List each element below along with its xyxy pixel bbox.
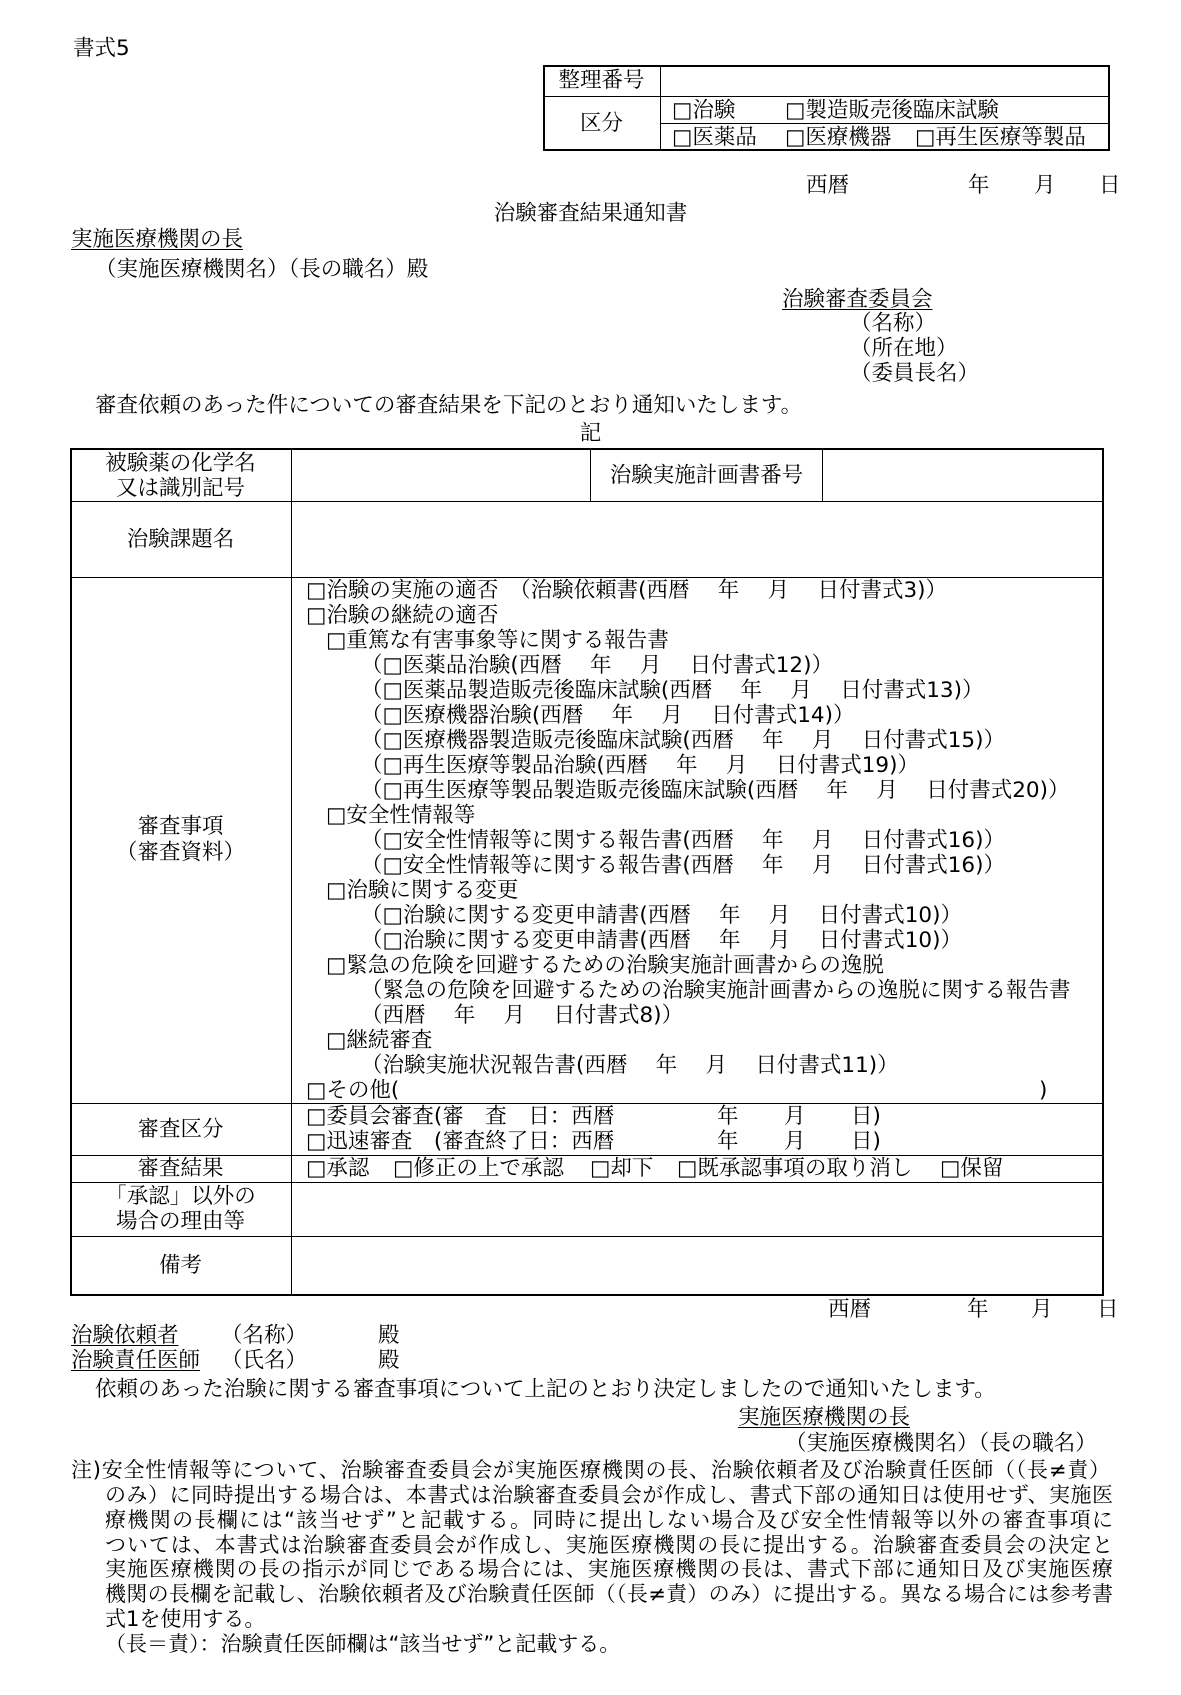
review-item-line: （□医療機器治験(西暦 年 月 日付書式14)） [361, 703, 855, 728]
drug-name-label: 被験薬の化学名 [105, 451, 256, 476]
form-number: 書式5 [73, 36, 130, 61]
review-type-label: 審査区分 [137, 1117, 224, 1142]
trial-type-options-row [661, 97, 1110, 124]
issue-date-era: 西暦 [806, 173, 850, 198]
review-item-line: □治験の継続の適否 [306, 603, 499, 628]
category-option-checkbox: □医療機器 [785, 125, 892, 150]
issue-date-year-label: 年 [968, 173, 990, 198]
committee-name-field: （名称） [850, 311, 937, 336]
note-line: のみ）に同時提出する場合は、本書式は治験審査委員会が作成し、書式下部の通知日は使用せず、実施医 [105, 1483, 1113, 1507]
decision-date-era: 西暦 [828, 1297, 872, 1322]
category-option-checkbox: □治験 [672, 98, 736, 123]
sponsor-heading: 治験依頼者 [71, 1323, 179, 1348]
reason-value-cell [292, 1183, 1104, 1237]
note-line: ついては、本書式は治験審査委員会が作成し、実施医療機関の長に提出する。治験審査委員会の決定と [105, 1533, 1113, 1557]
remarks-value-cell [292, 1237, 1104, 1296]
review-item-line: （西暦 年 月 日付書式8)） [361, 1003, 684, 1028]
review-item-line: □継続審査 [326, 1028, 433, 1053]
investigator-honorific: 殿 [378, 1348, 400, 1373]
addressee-heading: 実施医療機関の長 [71, 227, 244, 252]
review-other-open: □その他( [306, 1078, 400, 1103]
sponsor-honorific: 殿 [378, 1323, 400, 1348]
institution-head-heading: 実施医療機関の長 [738, 1405, 911, 1430]
review-type-cell [292, 1104, 1104, 1156]
review-item-line: （□治験に関する変更申請書(西暦 年 月 日付書式10)） [361, 903, 962, 928]
protocol-number-label-cell [591, 448, 823, 502]
remarks-label: 備考 [158, 1253, 202, 1278]
review-result-label-cell [70, 1156, 292, 1183]
drug-name-label: 又は識別記号 [115, 476, 245, 501]
review-item-line: （□医薬品製造販売後臨床試験(西暦 年 月 日付書式13)） [361, 678, 984, 703]
drug-name-label-cell [70, 448, 292, 502]
result-option-withdraw: □既承認事項の取り消し [677, 1156, 913, 1181]
review-item-line: （□安全性情報等に関する報告書(西暦 年 月 日付書式16)） [361, 828, 1005, 853]
review-result-cell [292, 1156, 1104, 1183]
reason-label-cell [70, 1183, 292, 1237]
review-item-line: □安全性情報等 [326, 803, 476, 828]
product-type-options-row [661, 124, 1110, 151]
review-type-expedited: □迅速審査 (審査終了日：西暦 [306, 1129, 615, 1154]
note-line: 療機関の長欄には“該当せず”と記載する。同時に提出しない場合及び安全性情報等以外の審査事項に [105, 1508, 1113, 1532]
decision-date-day-label: 日 [1097, 1297, 1119, 1322]
investigator-heading: 治験責任医師 [71, 1348, 201, 1373]
note-line: 式1を使用する。 [105, 1607, 266, 1631]
review-item-line: □治験に関する変更 [326, 878, 519, 903]
header-box [543, 65, 1110, 151]
note-line: 機関の長欄を記載し、治験依頼者及び治験責任医師（（長≠責）のみ）に提出する。異なる場合には参考書 [105, 1582, 1113, 1606]
result-option-hold: □保留 [940, 1156, 1004, 1181]
category-option-checkbox: □製造販売後臨床試験 [785, 98, 999, 123]
ref-number-field [661, 65, 1110, 97]
category-option-checkbox: □医薬品 [672, 125, 757, 150]
remarks-label-cell [70, 1237, 292, 1296]
document-title: 治験審査結果通知書 [493, 201, 688, 226]
review-item-line: □重篤な有害事象等に関する報告書 [326, 628, 669, 653]
review-result-label: 審査結果 [137, 1156, 224, 1181]
intro-text: 審査依頼のあった件についての審査結果を下記のとおり通知いたします。 [95, 393, 803, 418]
reason-label: 「承認」以外の [105, 1184, 256, 1209]
review-type-year-label: 年 [717, 1129, 739, 1154]
issue-date-day-label: 日 [1099, 173, 1121, 198]
review-item-line: （□治験に関する変更申請書(西暦 年 月 日付書式10)） [361, 928, 962, 953]
review-item-line: （□安全性情報等に関する報告書(西暦 年 月 日付書式16)） [361, 853, 1005, 878]
review-type-year-label: 年 [717, 1104, 739, 1129]
review-type-month-label: 月 [784, 1129, 806, 1154]
protocol-number-label: 治験実施計画書番号 [609, 463, 804, 488]
note-line: 注)安全性情報等について、治験審査委員会が実施医療機関の長、治験依頼者及び治験責任医師（（長≠責） [71, 1458, 1110, 1482]
review-type-committee: □委員会審査(審 査 日：西暦 [306, 1104, 615, 1129]
review-item-line: （緊急の危険を回避するための治験実施計画書からの逸脱に関する報告書 [361, 978, 1071, 1003]
issue-date-month-label: 月 [1034, 173, 1056, 198]
review-items-label: （審査資料） [115, 840, 245, 865]
decision-date-month-label: 月 [1031, 1297, 1053, 1322]
ref-number-label-cell [543, 65, 661, 97]
ref-number-label: 整理番号 [558, 68, 645, 93]
review-items-cell [292, 578, 1104, 1104]
investigator-name-field: （氏名） [221, 1348, 308, 1373]
result-option-conditional: □修正の上で承認 [393, 1156, 564, 1181]
category-label: 区分 [579, 111, 623, 136]
review-item-line: □緊急の危険を回避するための治験実施計画書からの逸脱 [326, 953, 884, 978]
review-item-line: □治験の実施の適否 （治験依頼書(西暦 年 月 日付書式3)） [306, 578, 948, 603]
committee-chair-field: （委員長名） [850, 361, 980, 386]
note-line: （長＝責）：治験責任医師欄は“該当せず”と記載する。 [105, 1632, 621, 1656]
review-items-label-cell [70, 578, 292, 1104]
addressee-name-line: （実施医療機関名）（長の職名）殿 [95, 257, 429, 282]
review-type-day-label: 日) [851, 1129, 881, 1154]
review-type-day-label: 日) [851, 1104, 881, 1129]
review-item-line: （□再生医療等製品製造販売後臨床試験(西暦 年 月 日付書式20)） [361, 778, 1070, 803]
review-item-line: （治験実施状況報告書(西暦 年 月 日付書式11)） [361, 1053, 899, 1078]
institution-head-name-line: （実施医療機関名）（長の職名） [785, 1431, 1097, 1456]
review-item-line: （□再生医療等製品治験(西暦 年 月 日付書式19)） [361, 753, 919, 778]
review-item-line: （□医薬品治験(西暦 年 月 日付書式12)） [361, 653, 833, 678]
decision-date-year-label: 年 [967, 1297, 989, 1322]
study-title-value-cell [292, 502, 1104, 578]
result-option-approve: □承認 [306, 1156, 370, 1181]
committee-heading: 治験審査委員会 [782, 287, 933, 312]
result-option-reject: □却下 [590, 1156, 654, 1181]
committee-address-field: （所在地） [850, 336, 958, 361]
decision-text: 依頼のあった治験に関する審査事項について上記のとおり決定しましたので通知いたします。 [95, 1377, 996, 1402]
review-type-label-cell [70, 1104, 292, 1156]
review-type-month-label: 月 [784, 1104, 806, 1129]
reason-label: 場合の理由等 [115, 1209, 245, 1234]
drug-name-value-cell [292, 448, 591, 502]
review-items-label: 審査事項 [137, 814, 224, 839]
review-other-close: ) [1039, 1078, 1048, 1103]
record-mark: 記 [579, 421, 602, 446]
review-result-table [70, 448, 1104, 1296]
sponsor-name-field: （名称） [221, 1323, 308, 1348]
protocol-number-value-cell [823, 448, 1104, 502]
note-line: 実施医療機関の長の指示が同じである場合には、実施医療機関の長は、書式下部に通知日及び実施医療 [105, 1557, 1113, 1581]
category-option-checkbox: □再生医療等製品 [915, 125, 1086, 150]
review-item-line: （□医療機器製造販売後臨床試験(西暦 年 月 日付書式15)） [361, 728, 1005, 753]
study-title-label: 治験課題名 [126, 527, 235, 552]
category-label-cell [543, 97, 661, 151]
study-title-label-cell [70, 502, 292, 578]
